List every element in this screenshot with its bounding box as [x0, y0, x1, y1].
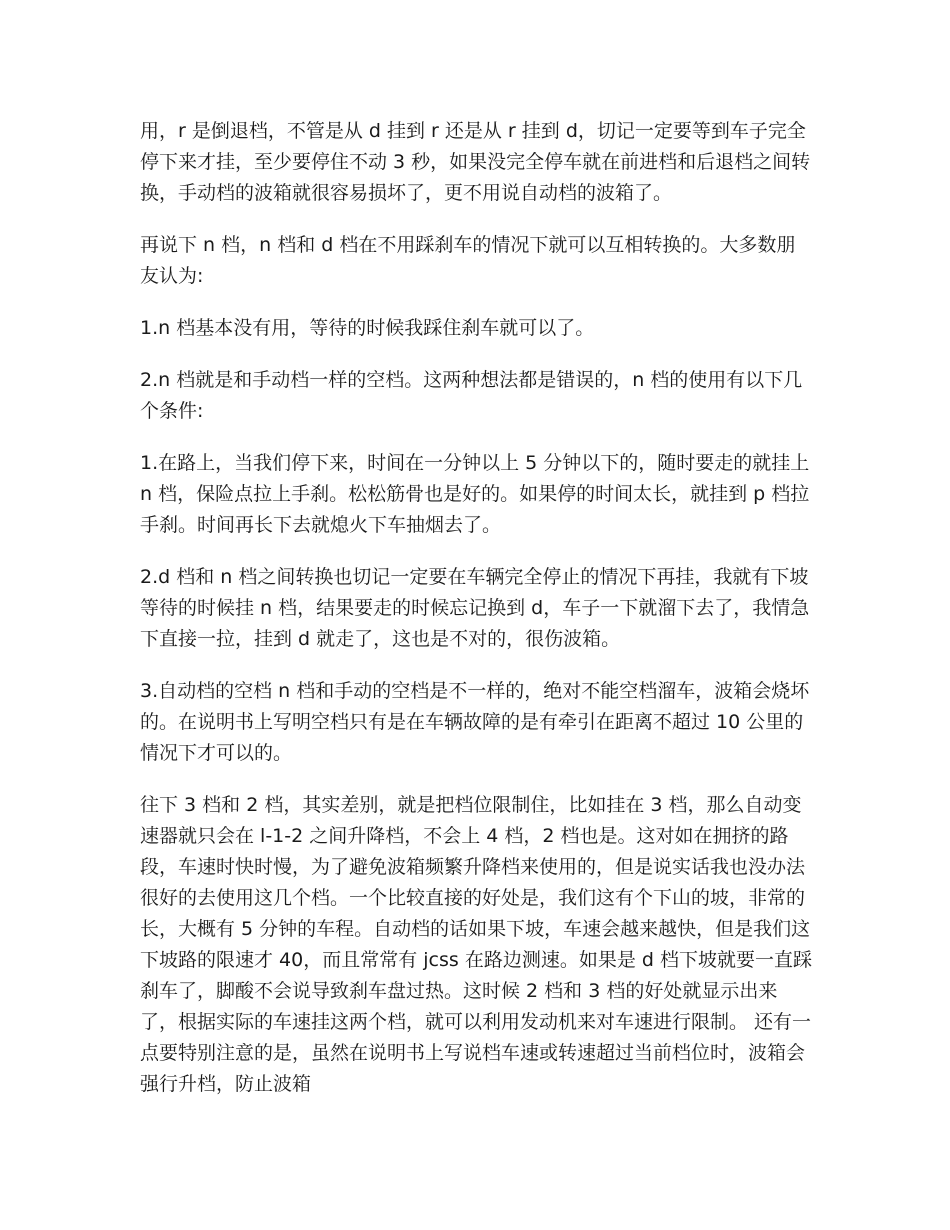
paragraph-condition-3: 3.自动档的空档 n 档和手动的空档是不一样的，绝对不能空档溜车，波箱会烧坏的。在说明书上写明空档只有是在车辆故障的是有牵引在距离不超过 10 公里的情况下才可以的。 [140, 680, 810, 764]
paragraph-condition-1: 1.在路上，当我们停下来，时间在一分钟以上 5 分钟以下的，随时要走的就挂上 n 档，保险点拉上手刹。松松筋骨也是好的。如果停的时间太长，就挂到 p 档拉手刹。时间再长下去就熄火下车抽烟去了。 [140, 452, 810, 536]
paragraph-misconception-2: 2.n 档就是和手动档一样的空档。这两种想法都是错误的，n 档的使用有以下几个条件: [140, 369, 803, 422]
paragraph-low-gears: 往下 3 档和 2 档，其实差别，就是把档位限制住，比如挂在 3 档，那么自动变速器就只会在 l-1-2 之间升降档，不会上 4 档，2 档也是。这对如在拥挤的路段，车速时快时慢，为了避免波箱频繁升降档来使用的，但是说实话我也没办法很好的去使用这几个档。一个比较直接的好处是，我们这有个下山的坡，非常的长，大概有 5 分钟的车程。自动档的话如果下坡，车速会越来越快，但是我们这下坡路的限速才 40，而且常常有 jcss 在路边测速。如果是 d 档下坡就要一直踩刹车了，脚酸不会说导致刹车盘过热。这时候 2 档和 3 档的好处就显示出来了，根据实际的车速挂这两个档，就可以利用发动机来对车速进行限制。 还有一点要特别注意的是，虽然在说明书上写说档车速或转速超过当前档位时，波箱会强行升档，防止波箱 [140, 794, 812, 1095]
document-page [140, 116, 812, 1100]
paragraph-reverse-gear: 用，r 是倒退档，不管是从 d 挂到 r 还是从 r 挂到 d，切记一定要等到车子完全停下来才挂，至少要停住不动 3 秒，如果没完全停车就在前进档和后退档之间转换，手动档的波箱就很容易损坏了，更不用说自动档的波箱了。 [140, 120, 811, 204]
paragraph-n-gear-intro: 再说下 n 档，n 档和 d 档在不用踩刹车的情况下就可以互相转换的。大多数朋友认为: [140, 234, 796, 287]
paragraph-misconception-1: 1.n 档基本没有用，等待的时候我踩住刹车就可以了。 [140, 317, 595, 339]
paragraph-condition-2: 2.d 档和 n 档之间转换也切记一定要在车辆完全停止的情况下再挂，我就有下坡等待的时候挂 n 档，结果要走的时候忘记换到 d，车子一下就溜下去了，我情急下直接一拉，挂到 d 就走了，这也是不对的，很伤波箱。 [140, 566, 810, 650]
